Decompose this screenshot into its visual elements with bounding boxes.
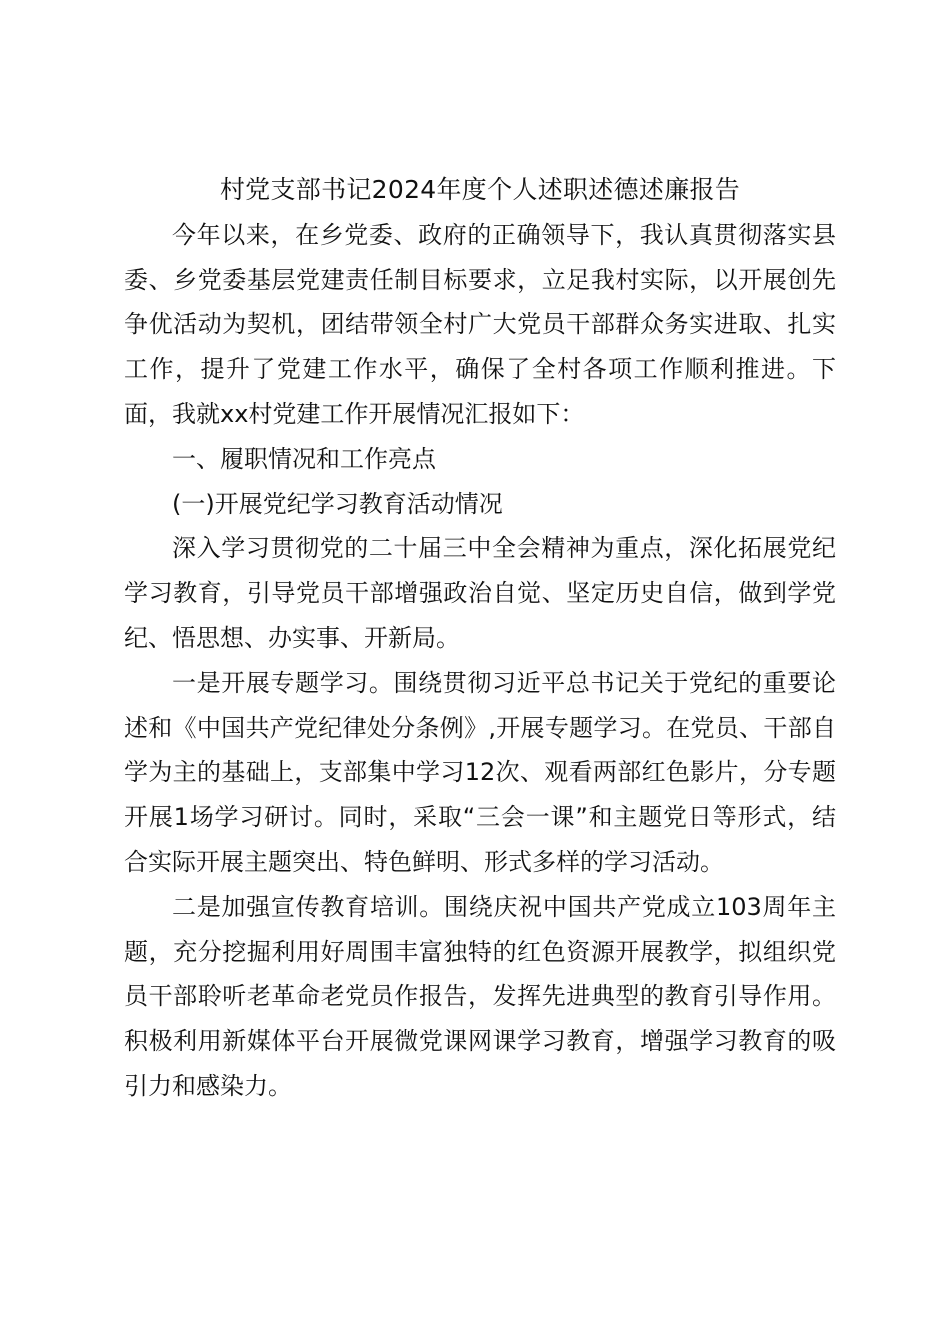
subsection-heading: (一)开展党纪学习教育活动情况 xyxy=(172,489,503,518)
body-paragraph-2: 一是开展专题学习。围绕贯彻习近平总书记关于党纪的重要论述和《中国共产党纪律处分条例》,开展专题学习。在党员、干部自学为主的基础上，支部集中学习12次、观看两部红色影片，分专题开展1场学习研讨。同时，采取“三会一课”和主题党日等形式，结合实际开展主题突出、特色鲜明、形式多样的学习活动。 xyxy=(124,668,836,876)
section-heading: 一、履职情况和工作亮点 xyxy=(172,444,436,473)
body-paragraph-3: 二是加强宣传教育培训。围绕庆祝中国共产党成立103周年主题，充分挖掘利用好周围丰富独特的红色资源开展教学，拟组织党员干部聆听老革命老党员作报告，发挥先进典型的教育引导作用。积极利用新媒体平台开展微党课网课学习教育，增强学习教育的吸引力和感染力。 xyxy=(124,892,836,1100)
body-paragraph-1: 深入学习贯彻党的二十届三中全会精神为重点，深化拓展党纪学习教育，引导党员干部增强政治自觉、坚定历史自信，做到学党纪、悟思想、办实事、开新局。 xyxy=(124,534,836,652)
intro-paragraph: 今年以来，在乡党委、政府的正确领导下，我认真贯彻落实县委、乡党委基层党建责任制目标要求，立足我村实际，以开展创先争优活动为契机，团结带领全村广大党员干部群众务实进取、扎实工作，提升了党建工作水平，确保了全村各项工作顺利推进。下面，我就xx村党建工作开展情况汇报如下： xyxy=(124,220,836,428)
document-body xyxy=(124,168,836,1109)
document-title: 村党支部书记2024年度个人述职述德述廉报告 xyxy=(219,175,741,204)
